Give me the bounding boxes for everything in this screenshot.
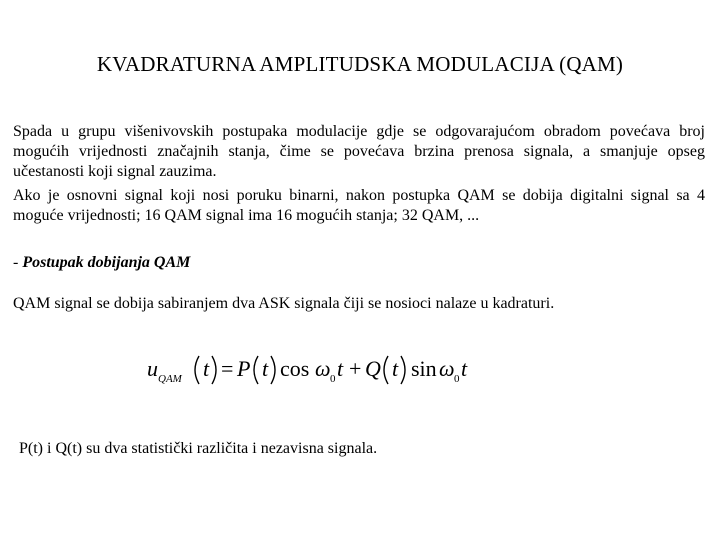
signals-note-paragraph: P(t) i Q(t) su dva statistički različita i nezavisna signala.: [19, 440, 378, 457]
page-title: KVADRATURNA AMPLITUDSKA MODULACIJA (QAM): [96, 52, 624, 76]
formula-plus: +: [349, 356, 362, 381]
formula-sub-zero2: 0: [454, 373, 460, 385]
formula-paren-open: [254, 356, 258, 384]
formula-P: P: [237, 356, 251, 381]
formula-paren-open: [384, 356, 388, 384]
section-heading-text: Postupak dobijanja QAM: [22, 254, 191, 271]
formula-paren-close: [271, 356, 275, 384]
qam-formula: [145, 352, 485, 392]
formula-u: u: [147, 356, 158, 381]
intro-paragraph: Spada u grupu višenivovskih postupaka modulacije gdje se odgovarajućom obradom povećava broj mogućih vrijednosti značajnih stanja, čime se povećava brzina prenosa signala, a smanjuje opseg učestanosti koji signal zauzima.: [13, 123, 705, 180]
section-heading: [13, 254, 190, 272]
formula-t1: t: [203, 356, 210, 381]
formula-omega2: ω: [439, 356, 455, 381]
formula-paren-close: [401, 356, 405, 384]
formula-sin: sin: [411, 356, 437, 381]
formula-paren-open: [195, 356, 199, 384]
formula-paren-close: [212, 356, 216, 384]
binary-signal-paragraph: Ako je osnovni signal koji nosi poruku binarni, nakon postupka QAM se dobija digitalni signal sa 4 moguće vrijednosti; 16 QAM signal ima 16 mogućih stanja; 32 QAM, ...: [13, 187, 705, 224]
qam-definition-paragraph: QAM signal se dobija sabiranjem dva ASK signala čiji se nosioci nalaze u kadraturi.: [13, 295, 555, 312]
formula-cos: cos: [280, 356, 310, 381]
formula-Q: Q: [365, 356, 381, 381]
formula-equals: =: [221, 356, 234, 381]
formula-t2: t: [262, 356, 269, 381]
formula-sub-zero1: 0: [330, 373, 336, 385]
formula-t4: t: [392, 356, 399, 381]
formula-t3: t: [337, 356, 344, 381]
formula-omega1: ω: [315, 356, 331, 381]
bullet-dash: -: [13, 254, 23, 271]
formula-t5: t: [461, 356, 468, 381]
formula-sub-qam: QAM: [158, 373, 182, 385]
